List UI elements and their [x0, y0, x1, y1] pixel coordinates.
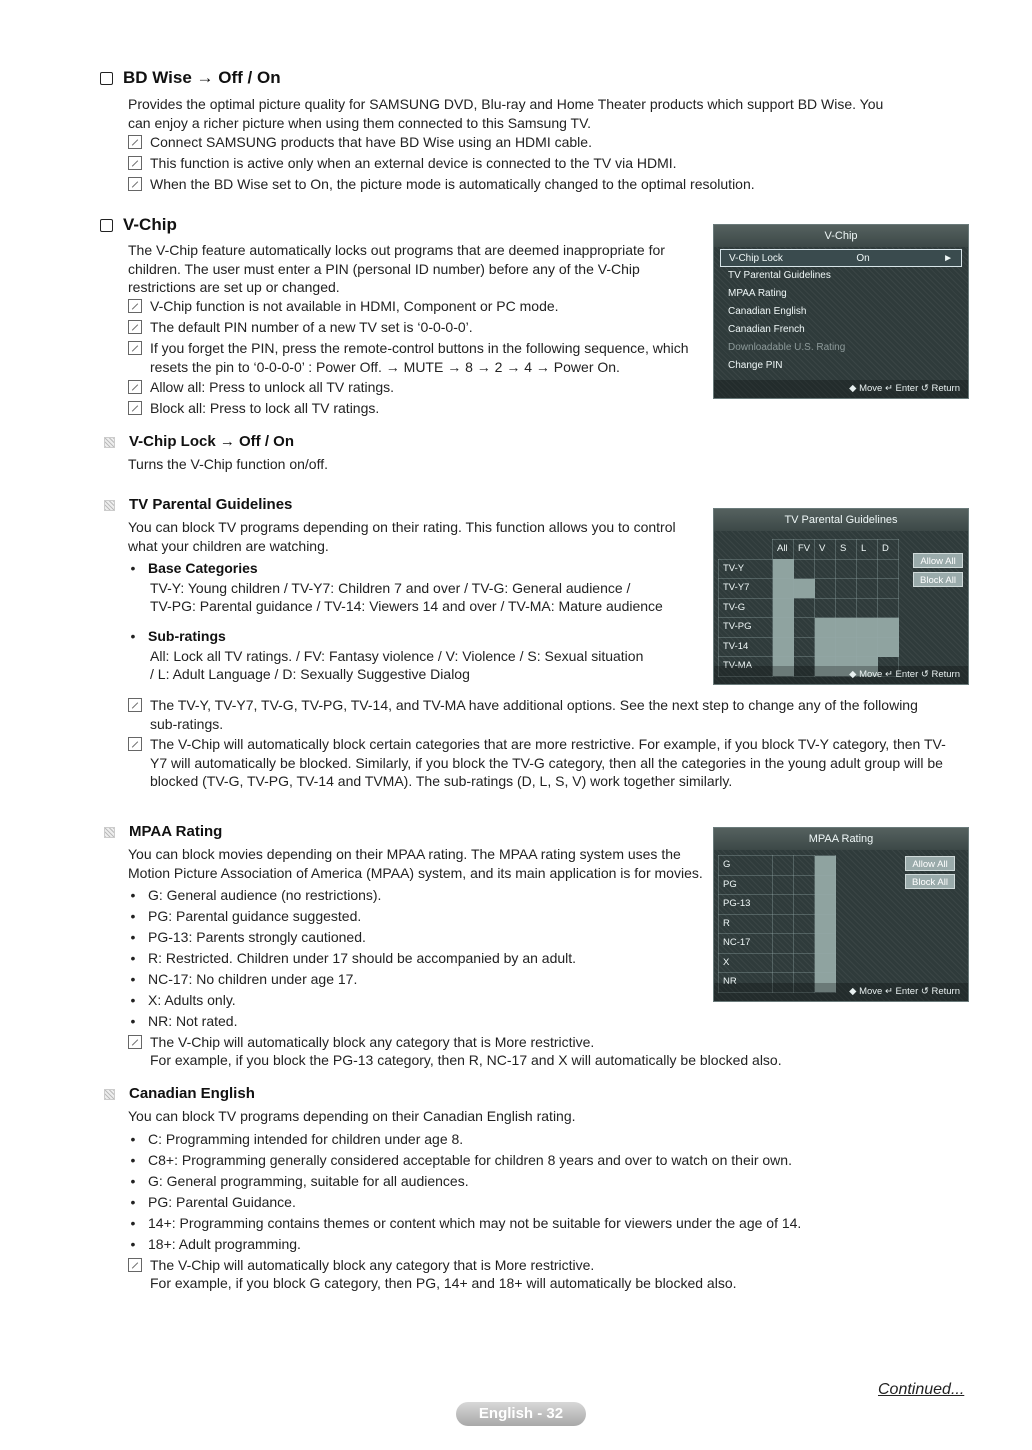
mpaa-title: MPAA Rating	[129, 823, 223, 840]
grid-corner	[719, 540, 773, 560]
grid-cell[interactable]	[794, 934, 815, 954]
list-item	[128, 1130, 948, 1149]
grid-cell[interactable]	[878, 598, 899, 618]
note-icon	[128, 135, 142, 149]
v-chip-lock-title: V-Chip Lock → Off / On	[129, 433, 294, 450]
note-text: If you forget the PIN, press the remote-control buttons in the following sequence, which resets the pin to ‘0-0-0-0’ : Power Off. → MUTE → 8 → 2 → 4 → Power On.	[150, 340, 689, 375]
note	[128, 297, 688, 316]
grid-cell[interactable]	[857, 579, 878, 599]
list-item-text: PG: Parental Guidance.	[148, 1194, 296, 1210]
grid-cell[interactable]	[773, 856, 794, 876]
allow-all-button[interactable]: Allow All	[913, 553, 963, 568]
bullet-icon: •	[130, 1013, 136, 1029]
note	[128, 378, 688, 397]
grid-cell[interactable]	[815, 895, 836, 915]
note-text: The V-Chip will automatically block any category that is More restrictive.	[150, 1257, 595, 1273]
list-item-text: C: Programming intended for children under age 8.	[148, 1131, 464, 1147]
note-icon	[128, 401, 142, 415]
grid-cell[interactable]	[794, 618, 815, 638]
note-text: This function is active only when an external device is connected to the TV via HDMI.	[150, 155, 677, 171]
note-icon	[128, 698, 142, 712]
bullet-square-icon	[104, 1089, 115, 1100]
grid-cell[interactable]	[773, 579, 794, 599]
note-icon	[128, 737, 142, 751]
grid-row-label: TV-14	[719, 637, 773, 657]
list-item-text: NR: Not rated.	[148, 1013, 238, 1029]
base-categories-line2: TV-PG: Parental guidance / TV-14: Viewers 14 and over / TV-MA: Mature audience	[150, 598, 663, 614]
grid-row-label: TV-Y7	[719, 579, 773, 599]
grid-cell[interactable]	[815, 914, 836, 934]
osd-title: MPAA Rating	[714, 828, 968, 850]
note-text: Allow all: Press to unlock all TV ratings.	[150, 379, 395, 395]
grid-cell[interactable]	[857, 637, 878, 657]
bullet-square-icon	[104, 827, 115, 838]
bullet-square-icon	[104, 437, 115, 448]
grid-cell[interactable]	[815, 579, 836, 599]
grid-cell[interactable]	[815, 637, 836, 657]
bullet-icon: •	[130, 971, 136, 987]
bullet-icon: •	[130, 628, 136, 644]
note-text: The V-Chip will automatically block certain categories that are more restrictive. For example, if you block TV-Y category, then TV-Y7 will automatically be blocked. Similarly, if you block the TV-G category, then all the categories in the young adult group will be blocked (TV-G, TV-PG, TV-14 and TVMA). The sub-ratings (D, L, S, V) work together similarly.	[150, 736, 946, 789]
bullet-icon: •	[130, 908, 136, 924]
grid-col-header: D	[878, 540, 899, 560]
allow-all-button[interactable]: Allow All	[905, 856, 955, 871]
list-item	[128, 1193, 948, 1212]
osd-item-value: On	[856, 253, 870, 264]
canadian-english-desc: You can block TV programs depending on their Canadian English rating.	[128, 1108, 576, 1124]
list-item-text: R: Restricted. Children under 17 should be accompanied by an adult.	[148, 950, 577, 966]
note	[128, 1256, 928, 1275]
checkbox-icon	[100, 72, 113, 85]
note-text: Block all: Press to lock all TV ratings.	[150, 400, 380, 416]
base-categories-title: Base Categories	[148, 560, 258, 576]
canadian-english-title: Canadian English	[129, 1085, 255, 1102]
list-item	[128, 1214, 968, 1233]
note-icon	[128, 177, 142, 191]
grid-row-label: G	[719, 856, 773, 876]
note	[128, 696, 948, 733]
list-item	[128, 949, 688, 968]
grid-cell[interactable]	[815, 953, 836, 973]
mpaa-desc: You can block movies depending on their MPAA rating. The MPAA rating system uses the Motion Picture Association of America (MPAA) system, and its main application is for movies.	[128, 846, 703, 881]
grid-cell[interactable]	[815, 875, 836, 895]
section-heading	[100, 216, 177, 235]
note	[128, 133, 928, 152]
grid-col-header: S	[836, 540, 857, 560]
note-text: The default PIN number of a new TV set is ‘0-0-0-0’.	[150, 319, 473, 335]
grid-cell[interactable]	[878, 559, 899, 579]
list-item-text: C8+: Programming generally considered acceptable for children 8 years and over to watch on their own.	[148, 1152, 792, 1168]
osd-item-label: V-Chip Lock	[729, 253, 783, 264]
subsection-heading	[104, 433, 294, 452]
list-item	[128, 886, 688, 905]
bullet-icon: •	[130, 1215, 136, 1231]
list-item-text: NC-17: No children under age 17.	[148, 971, 358, 987]
grid-cell[interactable]	[836, 637, 857, 657]
list-item-text: G: General audience (no restrictions).	[148, 887, 382, 903]
note-text: V-Chip function is not available in HDMI, Component or PC mode.	[150, 298, 559, 314]
bullet-icon: •	[130, 1131, 136, 1147]
grid-cell[interactable]	[794, 914, 815, 934]
note-icon	[128, 1258, 142, 1272]
grid-cell[interactable]	[773, 875, 794, 895]
note-icon	[128, 320, 142, 334]
grid-col-header: FV	[794, 540, 815, 560]
grid-cell[interactable]	[836, 579, 857, 599]
arrow-right-icon: ►	[943, 253, 953, 264]
osd-footer: ◆ Move ↵ Enter ↺ Return	[714, 380, 968, 398]
bullet-icon: •	[130, 560, 136, 576]
osd-item[interactable]: MPAA Rating	[728, 288, 787, 299]
grid-cell[interactable]	[878, 637, 899, 657]
bullet-icon: •	[130, 1173, 136, 1189]
bullet-icon: •	[130, 929, 136, 945]
tv-parental-menu-screenshot	[713, 508, 969, 685]
grid-cell[interactable]	[815, 559, 836, 579]
subsection-heading	[104, 1085, 255, 1104]
bullet-icon: •	[130, 950, 136, 966]
page-number-badge: English - 32	[456, 1402, 586, 1426]
v-chip-lock-desc: Turns the V-Chip function on/off.	[128, 456, 329, 472]
subsection-heading	[104, 496, 292, 515]
sub-ratings-line1: All: Lock all TV ratings. / FV: Fantasy violence / V: Violence / S: Sexual situation	[150, 648, 644, 664]
bullet-icon: •	[130, 1194, 136, 1210]
note-text: The TV-Y, TV-Y7, TV-G, TV-PG, TV-14, and TV-MA have additional options. See the next step to change any of the following sub-ratings.	[150, 697, 918, 732]
grid-row-label: TV-Y	[719, 559, 773, 579]
grid-row-label: NC-17	[719, 934, 773, 954]
note	[128, 735, 958, 791]
block-all-button[interactable]: Block All	[913, 572, 963, 587]
osd-item-v-chip-lock[interactable]	[720, 249, 962, 267]
note	[128, 339, 703, 376]
osd-item[interactable]: TV Parental Guidelines	[728, 270, 831, 281]
list-item-text: PG-13: Parents strongly cautioned.	[148, 929, 366, 945]
continued-link[interactable]: Continued...	[878, 1381, 965, 1398]
osd-item[interactable]: Change PIN	[728, 360, 783, 371]
bd-wise-title: BD Wise → Off / On	[123, 68, 281, 87]
osd-title: V-Chip	[714, 225, 968, 247]
grid-row-label: TV-G	[719, 598, 773, 618]
note-icon	[128, 299, 142, 313]
sub-ratings-title: Sub-ratings	[148, 628, 226, 644]
grid-cell[interactable]	[794, 598, 815, 618]
grid-cell[interactable]	[773, 895, 794, 915]
bullet-icon: •	[130, 887, 136, 903]
bullet-icon: •	[130, 1152, 136, 1168]
note-text: Connect SAMSUNG products that have BD Wise using an HDMI cable.	[150, 134, 592, 150]
note-example: For example, if you block G category, then PG, 14+ and 18+ will automatically be blocked also.	[150, 1275, 737, 1291]
grid-row-label: NR	[719, 973, 773, 993]
rating-grid	[718, 539, 899, 677]
grid-cell[interactable]	[836, 598, 857, 618]
grid-cell[interactable]	[857, 559, 878, 579]
grid-cell[interactable]	[773, 914, 794, 934]
grid-cell[interactable]	[773, 618, 794, 638]
note-icon	[128, 156, 142, 170]
osd-title: TV Parental Guidelines	[714, 509, 968, 531]
grid-cell[interactable]	[794, 875, 815, 895]
note	[128, 399, 688, 418]
list-item	[128, 1172, 948, 1191]
tv-parental-title: TV Parental Guidelines	[129, 496, 293, 513]
list-item	[128, 991, 688, 1010]
list-item	[128, 970, 688, 989]
grid-cell[interactable]	[794, 895, 815, 915]
grid-cell[interactable]	[836, 559, 857, 579]
list-item-text: PG: Parental guidance suggested.	[148, 908, 362, 924]
note	[128, 154, 928, 173]
osd-item[interactable]: Canadian French	[728, 324, 805, 335]
grid-cell[interactable]	[773, 598, 794, 618]
osd-item[interactable]: Canadian English	[728, 306, 807, 317]
note-icon	[128, 341, 142, 355]
grid-cell[interactable]	[878, 579, 899, 599]
grid-cell[interactable]	[773, 559, 794, 579]
grid-cell[interactable]	[794, 637, 815, 657]
grid-cell[interactable]	[815, 598, 836, 618]
bd-wise-desc: Provides the optimal picture quality for SAMSUNG DVD, Blu-ray and Home Theater products which support BD Wise. You can enjoy a richer picture when using them connected to this Samsung TV.	[128, 96, 884, 131]
list-item	[128, 1235, 948, 1254]
list-item-text: 14+: Programming contains themes or content which may not be suitable for viewers under the age of 14.	[148, 1215, 802, 1231]
osd-footer: ◆ Move ↵ Enter ↺ Return	[714, 983, 968, 1001]
note-example: For example, if you block the PG-13 category, then R, NC-17 and X will automatically be blocked also.	[150, 1052, 782, 1068]
grid-cell[interactable]	[794, 856, 815, 876]
tv-parental-desc: You can block TV programs depending on their rating. This function allows you to control what your children are watching.	[128, 519, 676, 554]
base-categories-line1: TV-Y: Young children / TV-Y7: Children 7 and over / TV-G: General audience /	[150, 580, 631, 596]
v-chip-desc: The V-Chip feature automatically locks out programs that are deemed inappropriate for children. The user must enter a PIN (personal ID number) before any of the V-Chip restrictions are set up or changed.	[128, 242, 665, 295]
grid-row-label: R	[719, 914, 773, 934]
grid-cell[interactable]	[773, 637, 794, 657]
bullet-square-icon	[104, 500, 115, 511]
grid-cell[interactable]	[815, 618, 836, 638]
grid-col-header: All	[773, 540, 794, 560]
block-all-button[interactable]: Block All	[905, 874, 955, 889]
grid-cell[interactable]	[857, 618, 878, 638]
rating-grid	[718, 855, 836, 993]
note	[128, 318, 688, 337]
bullet-icon: •	[130, 992, 136, 1008]
grid-cell[interactable]	[794, 953, 815, 973]
note-text: When the BD Wise set to On, the picture mode is automatically changed to the optimal resolution.	[150, 176, 755, 192]
bullet-icon: •	[130, 1236, 136, 1252]
grid-col-header: V	[815, 540, 836, 560]
grid-cell[interactable]	[836, 618, 857, 638]
grid-row-label: X	[719, 953, 773, 973]
mpaa-menu-screenshot	[713, 827, 969, 1002]
grid-cell[interactable]	[773, 934, 794, 954]
section-heading	[100, 69, 281, 88]
note-icon	[128, 380, 142, 394]
v-chip-title: V-Chip	[123, 215, 177, 234]
grid-row-label: PG	[719, 875, 773, 895]
grid-row-label: TV-MA	[719, 657, 773, 677]
list-item-text: X: Adults only.	[148, 992, 236, 1008]
grid-cell[interactable]	[815, 856, 836, 876]
list-item-text: 18+: Adult programming.	[148, 1236, 301, 1252]
grid-cell[interactable]	[878, 618, 899, 638]
sub-ratings-line2: / L: Adult Language / D: Sexually Suggestive Dialog	[150, 666, 470, 682]
grid-col-header: L	[857, 540, 878, 560]
grid-cell[interactable]	[773, 953, 794, 973]
note	[128, 1033, 928, 1052]
grid-cell[interactable]	[794, 579, 815, 599]
list-item	[128, 928, 688, 947]
list-item	[128, 1151, 948, 1170]
v-chip-menu-screenshot	[713, 224, 969, 399]
grid-cell[interactable]	[815, 934, 836, 954]
checkbox-icon	[100, 219, 113, 232]
note-icon	[128, 1035, 142, 1049]
grid-row-label: PG-13	[719, 895, 773, 915]
osd-item: Downloadable U.S. Rating	[728, 342, 846, 353]
osd-footer: ◆ Move ↵ Enter ↺ Return	[714, 666, 968, 684]
list-item	[128, 627, 698, 646]
grid-cell[interactable]	[794, 559, 815, 579]
grid-row-label: TV-PG	[719, 618, 773, 638]
list-item-text: G: General programming, suitable for all audiences.	[148, 1173, 469, 1189]
subsection-heading	[104, 823, 222, 842]
list-item	[128, 907, 688, 926]
grid-cell[interactable]	[857, 598, 878, 618]
note	[128, 175, 928, 194]
list-item	[128, 559, 698, 578]
note-text: The V-Chip will automatically block any category that is More restrictive.	[150, 1034, 595, 1050]
list-item	[128, 1012, 688, 1031]
